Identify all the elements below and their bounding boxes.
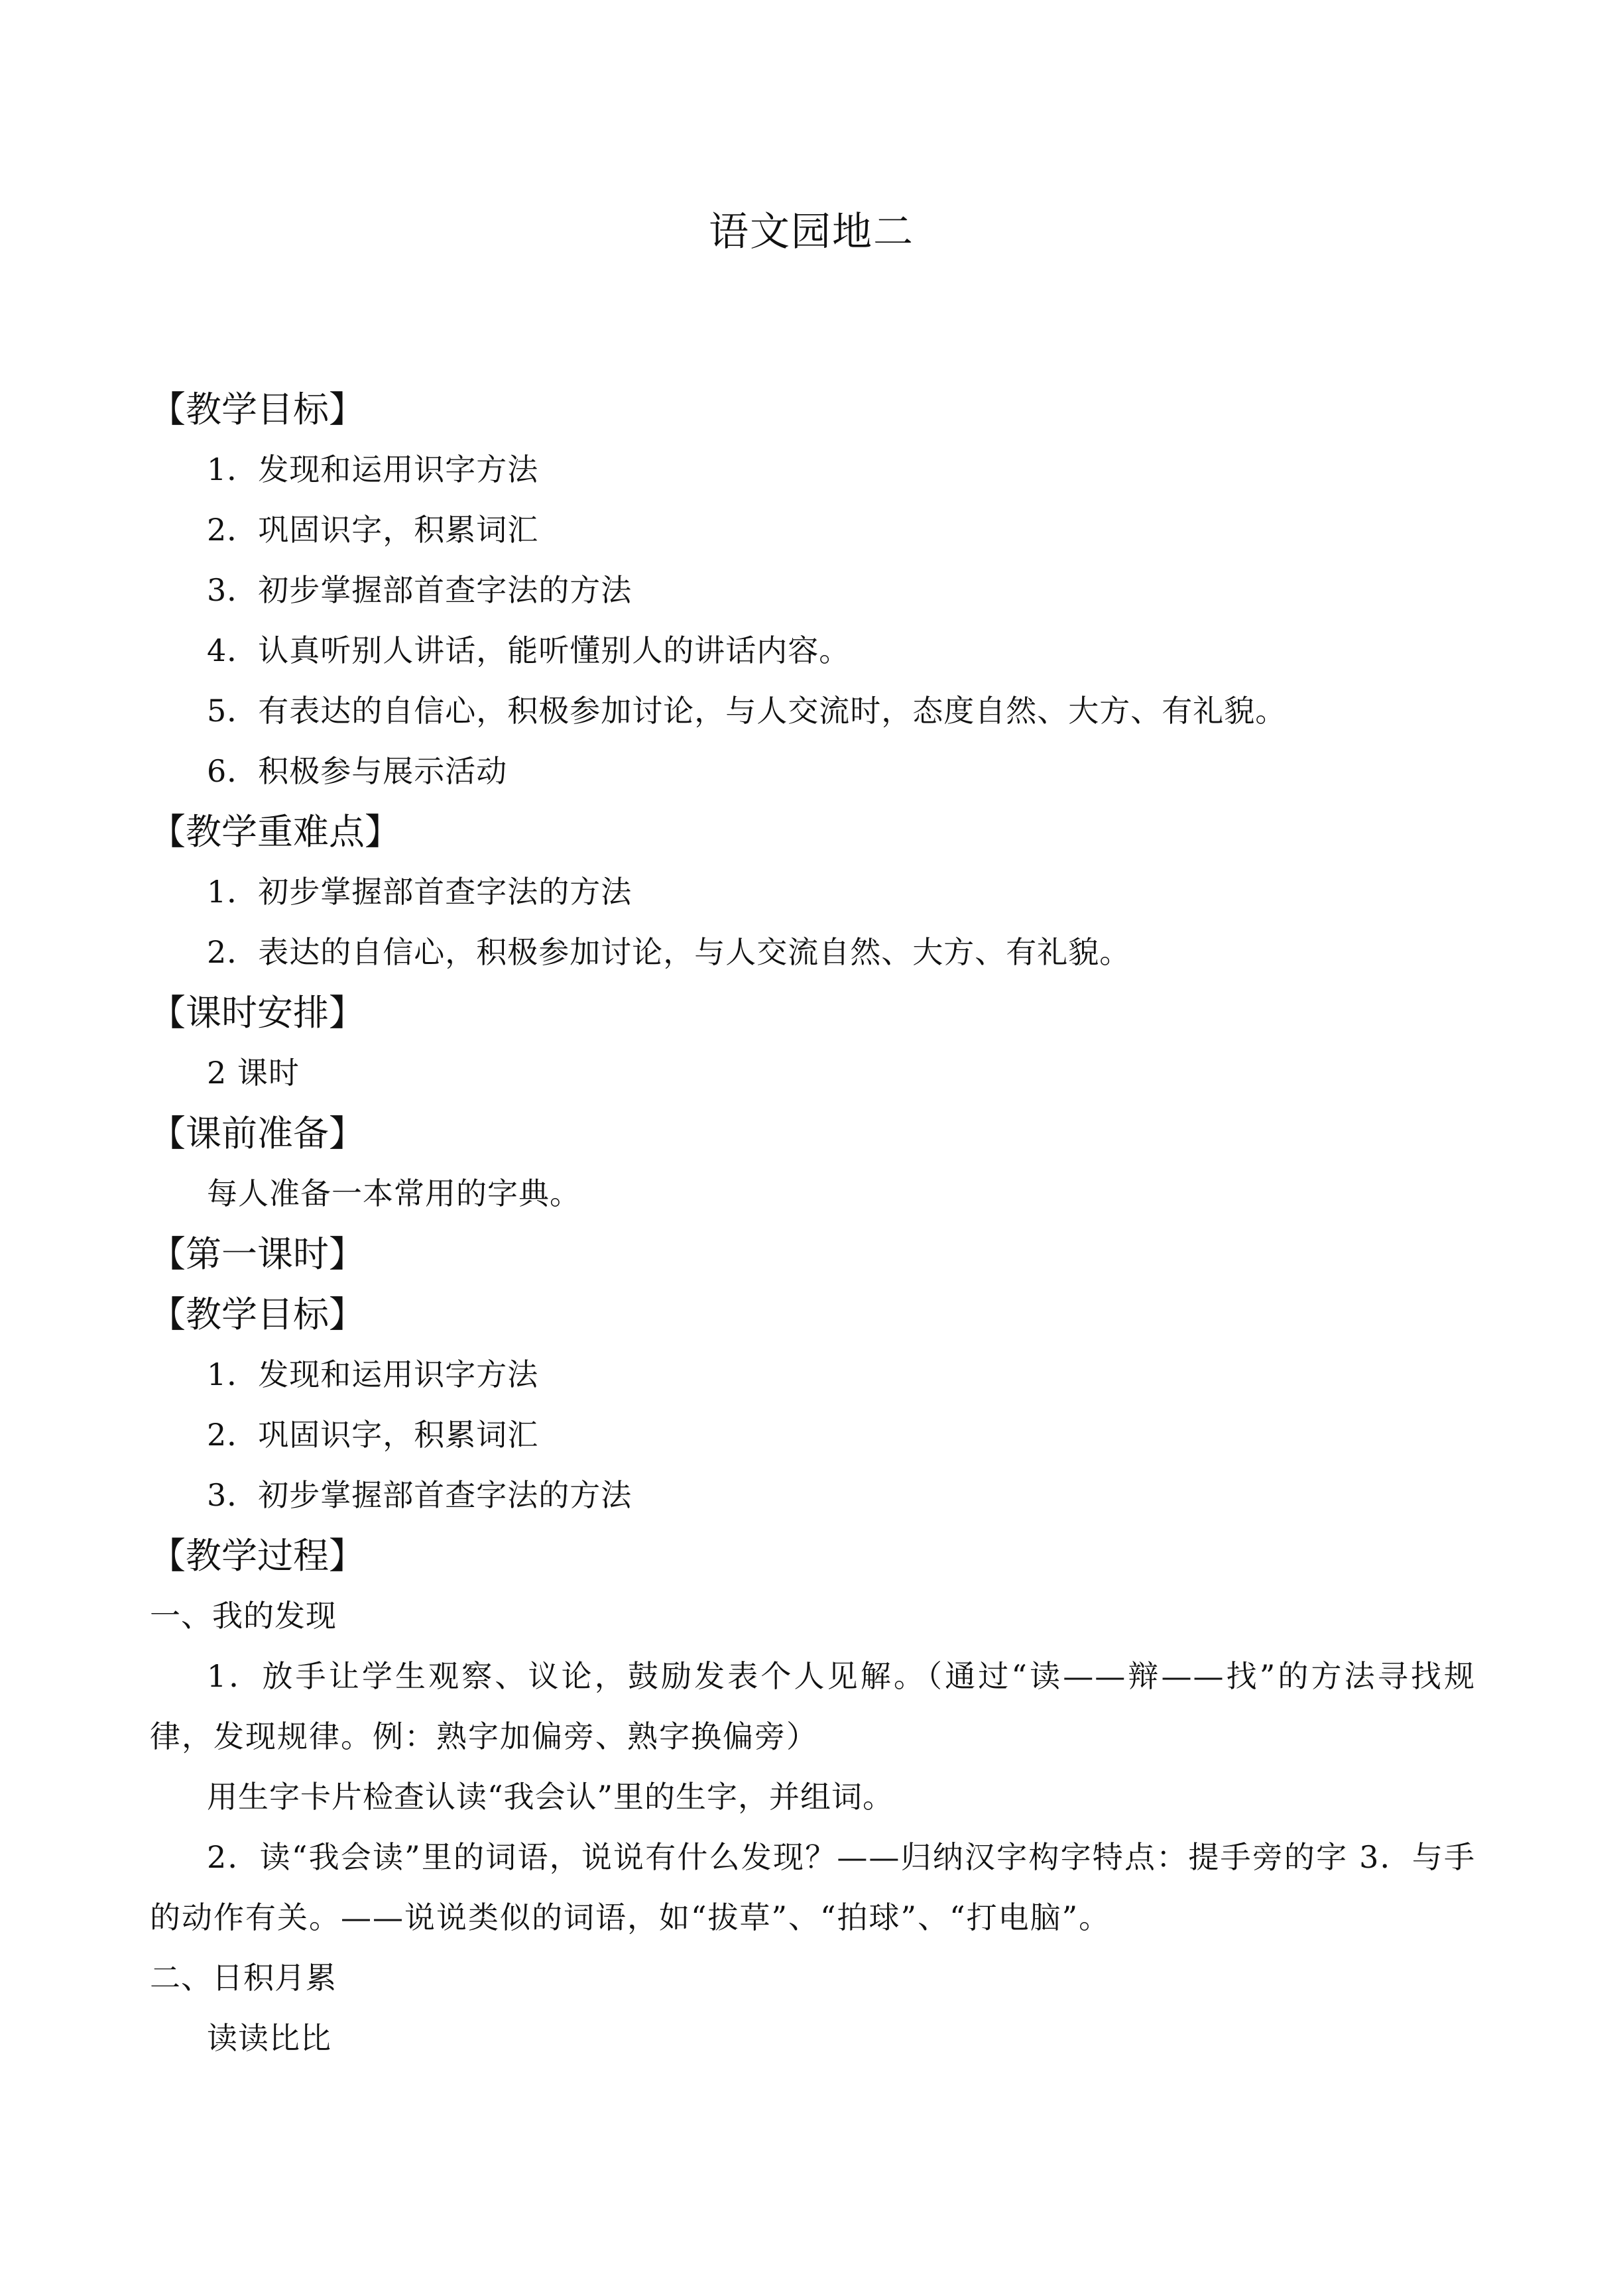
lesson1-goal-item: 3．初步掌握部首查字法的方法 [207, 1477, 632, 1513]
prep-text: 每人准备一本常用的字典。 [207, 1176, 581, 1211]
lesson1-goal-item: 1．发现和运用识字方法 [207, 1357, 539, 1392]
goal-item: 1．发现和运用识字方法 [207, 452, 539, 487]
section-heading-lesson1: 【第一课时】 [150, 1233, 365, 1275]
goal-item: 5．有表达的自信心，积极参加讨论，与人交流时，态度自然、大方、有礼貌。 [207, 693, 1287, 729]
part1-paragraph: 用生字卡片检查认读“我会认”里的生字，并组词。 [207, 1779, 894, 1815]
part2-subtitle: 读读比比 [207, 2020, 331, 2056]
goal-item: 3．初步掌握部首查字法的方法 [207, 572, 632, 608]
part2-title: 二、日积月累 [150, 1960, 337, 1996]
section-heading-goals: 【教学目标】 [150, 389, 365, 430]
section-heading-prep: 【课前准备】 [150, 1113, 365, 1154]
section-heading-lesson1-goals: 【教学目标】 [150, 1294, 365, 1335]
part1-paragraph: 2．读“我会读”里的词语，说说有什么发现？——归纳汉字构字特点：提手旁的字 3．与手的动作有关。——说说类似的词语，如“拔草”、“拍球”、“打电脑”。 [150, 1839, 1476, 1935]
goal-item: 6．积极参与展示活动 [207, 753, 508, 789]
section-heading-schedule: 【课时安排】 [150, 992, 365, 1034]
lesson1-goal-item: 2．巩固识字，积累词汇 [207, 1417, 539, 1453]
section-heading-key-points: 【教学重难点】 [150, 811, 400, 853]
key-point-item: 1．初步掌握部首查字法的方法 [207, 874, 632, 910]
section-heading-process: 【教学过程】 [150, 1535, 365, 1577]
part1-title: 一、我的发现 [150, 1598, 337, 1634]
document-body [150, 379, 1476, 2069]
document-title: 语文园地二 [709, 209, 914, 255]
schedule-text: 2 课时 [207, 1055, 300, 1091]
goal-item: 2．巩固识字，积累词汇 [207, 512, 539, 548]
goal-item: 4．认真听别人讲话，能听懂别人的讲话内容。 [207, 633, 851, 668]
key-point-item: 2．表达的自信心，积极参加讨论，与人交流自然、大方、有礼貌。 [207, 934, 1131, 970]
part1-paragraph: 1．放手让学生观察、议论，鼓励发表个人见解。（通过“读——辩——找”的方法寻找规律，发现规律。例：熟字加偏旁、熟字换偏旁） [150, 1658, 1476, 1754]
